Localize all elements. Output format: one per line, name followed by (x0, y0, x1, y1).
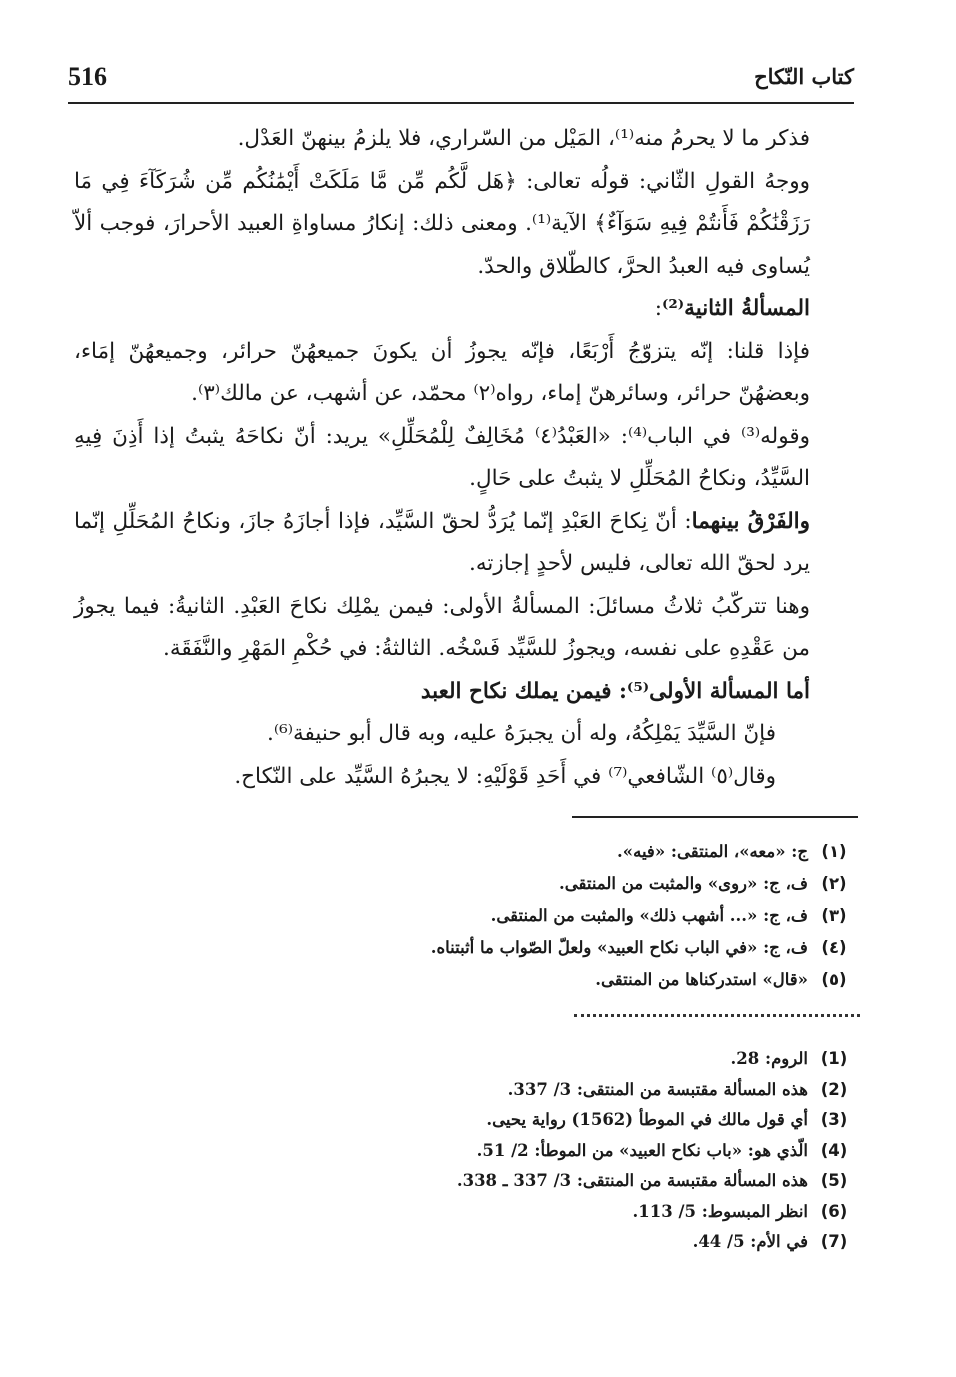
footnote-text: أي قول مالك في الموطأ (1562) رواية يحيى. (486, 1110, 808, 1129)
footnote-number: (٢) (821, 874, 847, 893)
footnote (100, 964, 860, 996)
paragraph: فذكر ما لا يحرمُ منه⁽¹⁾، المَيْل من السّراري، فلا يلزمُ بينهنّ العَدْل. (237, 126, 810, 151)
footnote-text: ف، ج: «... أشهب ذلك» والمثبت من المنتقى. (490, 906, 808, 925)
main-text (74, 118, 850, 798)
paragraph-text: : أنّ نِكاحَ العَبْدِ إنّما يُرَدُّ لحقّ السَّيِّد، فإذا أجازَهُ جازَ، ونكاحُ المُحَلِّلِ إنّما يرد لحقّ الله تعالى، فليس لأحدٍ إجازته. (74, 508, 810, 576)
footnotes-references (100, 1044, 860, 1258)
paragraph: وقوله⁽³⁾ في الباب⁽⁴⁾: «العَبْدُ⁽٤⁾ مُخَالِفٌ لِلْمُحَلِّلِ» يريد: أنّ نكاحَهُ يثبتُ إذا أَذِنَ فِيهِ السَّيِّدُ، ونكاحُ المُحَلِّلِ لا يثبتُ على حَالٍ. (74, 423, 811, 491)
footnote-number: (٤) (821, 938, 847, 957)
footnote (100, 1197, 860, 1228)
footnote (100, 1227, 860, 1258)
paragraph-lead: والفَرْقُ بينهما (691, 508, 810, 534)
footnote-number: (3) (820, 1110, 848, 1129)
footnote-text: ف، ج: «روى» والمثبت من المنتقى. (559, 874, 808, 893)
page-number: 516 (68, 62, 107, 91)
footnote (100, 868, 860, 900)
footnote-text: هذه المسألة مقتبسة من المنتقى: 3/ 337. (507, 1079, 808, 1099)
footnotes-editorial (100, 836, 860, 996)
footnote-text: الّذي هو: «باب نكاح العبيد» من الموطأ: 2/ 51. (476, 1140, 808, 1160)
section-title: المسألةُ الثانية⁽²⁾ (661, 296, 810, 321)
paragraph (74, 501, 850, 586)
paragraph: فإنّ السَّيِّدَ يَمْلِكُهُ، وله أن يجبرَهُ عليه، وبه قال أبو حنيفة⁽⁶⁾. (266, 721, 776, 746)
footnote-text: انظر المبسوط: 5/ 113. (632, 1201, 808, 1221)
footnote (100, 1044, 860, 1075)
paragraph: وهنا تتركّبُ ثلاثُ مسائلَ: المسألةُ الأولى: فيمن يمْلِك نكاحَ العَبْدِ. الثانيةُ: فيما يجوزُ من عَقْدِهِ على نفسه، ويجوزُ للسَّيِّد فَسْخُه. الثالثةُ: في حُكْمِ المَهْرِ والنَّفَقَة. (74, 593, 810, 661)
footnote-number: (5) (820, 1171, 848, 1190)
footnote (100, 1105, 860, 1136)
footnote (100, 836, 860, 868)
footnote-text: ج: «معه»، المنتقى: «فيه». (617, 842, 808, 861)
footnote-text: «قال» استدركناها من المنتقى. (595, 970, 808, 989)
footnote (100, 900, 860, 932)
footnote-number: (٥) (821, 970, 847, 989)
section-heading: أما المسألة الأولى⁽⁵⁾: فيمن يملك نكاح العبد (420, 678, 810, 704)
footnote-number: (2) (820, 1079, 848, 1099)
section-heading (74, 288, 850, 331)
footnote-divider (572, 816, 858, 818)
paragraph: ووجهُ القولِ الثّاني: قولُه تعالى: ﴿هَل لَّكُم مِّن مَّا مَلَكَتْ أَيْمَٰنُكُم مِّن شُرَكَآءَ فِي مَا رَزَقْنَٰكُمْ فَأَنتُمْ فِيهِ سَوَآءٌ﴾ الآية⁽¹⁾. ومعنى ذلك: إنكارُ مساواةِ العبيد الأحرارَ، فوجب ألاّ يُساوى فيه العبدُ الحرَّ، كالطّلاق والحدّ. (74, 168, 811, 279)
footnote-number: (7) (820, 1232, 848, 1251)
section-colon: : (654, 296, 662, 321)
footnote-number: (1) (820, 1049, 848, 1068)
footnote-text: الروم: 28. (730, 1049, 808, 1068)
footnote (100, 1075, 860, 1106)
footnote-number: (4) (820, 1140, 848, 1160)
page-header (68, 58, 854, 104)
footnote-number: (٣) (821, 906, 847, 925)
footnote-text: في الأم: 5/ 44. (692, 1232, 808, 1251)
footnote-text: هذه المسألة مقتبسة من المنتقى: 3/ 337 ـ 338. (456, 1171, 808, 1190)
paragraph: وقال⁽٥⁾ الشّافعي⁽⁷⁾ في أَحَدِ قَوْلَيْهِ: لا يجبرُهُ السَّيِّد على النّكاح. (234, 763, 776, 789)
footnote (100, 1136, 860, 1167)
footnote-number: (6) (820, 1201, 848, 1221)
paragraph: فإذا قلنا: إنّه يتزوّجُ أَرْبَعًا، فإنّه يجوزُ أن يكونَ جميعهُنّ حرائر، وجميعهُنّ إمَاء، وبعضهُنّ حرائر، وسائرهنّ إماء، رواه⁽٢⁾ محمّد، عن أشهب، عن مالك⁽٣⁾. (74, 338, 810, 406)
footnote (100, 932, 860, 964)
dotted-divider (574, 1014, 860, 1017)
footnote-number: (١) (821, 842, 847, 861)
footnote (100, 1166, 860, 1197)
running-title: كتاب النّكاح (754, 64, 854, 89)
footnote-text: ف، ج: «في الباب نكاح العبيد» ولعلّ الصّواب ما أثبتناه. (430, 938, 808, 957)
